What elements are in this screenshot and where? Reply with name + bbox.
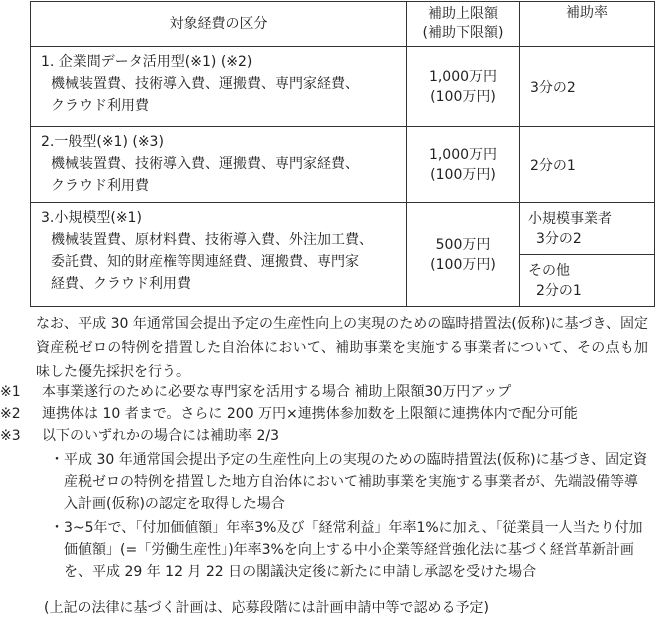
bullet-item [50,449,650,515]
category-title: 2.一般型(※1) (※3) [41,134,164,150]
header-rate: 補助率 [520,2,655,47]
rate-value: 3分の2 [536,230,582,247]
rate-cell-small [520,203,655,255]
category-cell [31,127,407,203]
footnote-text: 連携体は 10 者まで。さらに 200 万円×連携体参加数を上限額に連携体内で配分可能 [42,406,578,422]
header-category: 対象経費の区分 [31,2,407,47]
footer-note: (上記の法律に基づく計画は、応募段階には計画申請中等で認める予定) [44,600,489,616]
table-header-row [31,2,655,47]
category-title: 3.小規模型(※1) [41,210,142,226]
bullet-text: 平成 30 年通常国会提出予定の生産性向上の実現のための臨時措置法(仮称)に基づき、固定資産税ゼロの特例を措置した地方自治体において補助事業を実施する事業者が、先端設備等導入計画(仮称)の認定を取得した場合 [64,452,648,512]
table-row [31,203,655,255]
rate-cell: 3分の2 [520,47,655,127]
expense-line: クラウド利用費 [51,98,149,114]
limit-cell [407,203,520,307]
lower-amount: (100万円) [430,166,496,183]
lower-amount: (100万円) [430,88,496,105]
bullet-dot: ・ [50,452,64,468]
limit-cell [407,127,520,203]
header-limit-line2: (補助下限額) [422,25,504,41]
limit-cell [407,47,520,127]
rate-cell: 2分の1 [520,127,655,203]
limit-amount: 500万円 [435,236,491,253]
rate-label: その他 [528,262,570,279]
rate-cell-other [520,255,655,307]
rate-label: 小規模事業者 [528,210,612,227]
bullet-dot: ・ [50,520,64,536]
bullet-text: 3~5年で、「付加価値額」年率3%及び「経常利益」年率1%に加え、「従業員一人当たり付加価値額」(=「労働生産性」)年率3%を向上する中小企業等経営強化法に基づく経営革新計画を、平成 29 年 12 月 22 日の閣議決定後に新たに申請し承認を受けた場合 [64,520,643,580]
category-cell [31,203,407,307]
header-limit [407,2,520,47]
bullet-item [50,517,650,583]
footnote-mark: ※2 [0,406,21,422]
expense-line: クラウド利用費 [51,178,149,194]
rate-value: 2分の1 [536,282,582,299]
expense-table [30,1,655,307]
lower-amount: (100万円) [430,256,496,273]
footnote-text: 本事業遂行のために必要な専門家を活用する場合 補助上限額30万円アップ [42,384,512,400]
limit-amount: 1,000万円 [428,68,498,85]
expense-line: 経費、クラウド利用費 [51,276,191,292]
footnote-mark: ※3 [0,428,21,444]
expense-line: 機械装置費、技術導入費、運搬費、専門家経費、 [51,156,359,172]
expense-line: 機械装置費、技術導入費、運搬費、専門家経費、 [51,76,359,92]
category-cell [31,47,407,127]
limit-amount: 1,000万円 [428,146,498,163]
expense-line: 委託費、知的財産権等関連経費、運搬費、専門家 [51,254,359,270]
header-limit-line1: 補助上限額 [428,6,498,22]
note-paragraph: なお、平成 30 年通常国会提出予定の生産性向上の実現のための臨時措置法(仮称)に基づき、固定資産税ゼロの特例を措置した自治体において、補助事業を実施する事業者について、その点も加味した優先採択を行う。 [36,316,648,380]
table-row [31,127,655,203]
expense-line: 機械装置費、原材料費、技術導入費、外注加工費、 [51,232,373,248]
category-title: 1. 企業間データ活用型(※1) (※2) [41,54,253,70]
footnote-mark: ※1 [0,384,21,400]
table-row [31,47,655,127]
footnote-text: 以下のいずれかの場合には補助率 2/3 [42,428,279,444]
